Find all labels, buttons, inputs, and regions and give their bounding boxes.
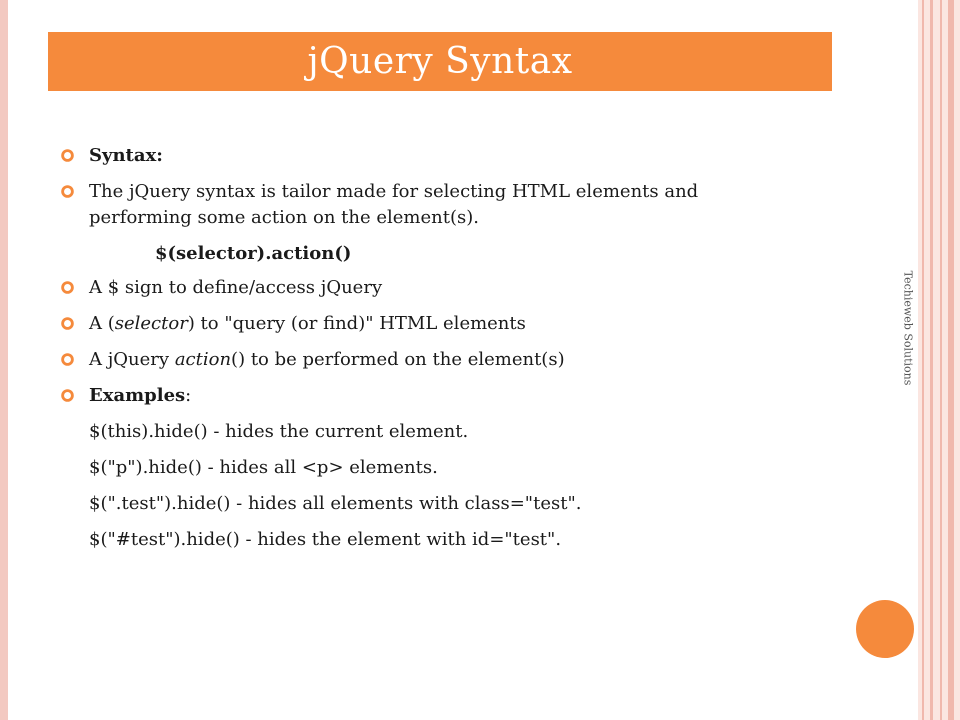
text-run: $(".test").hide() - hides all elements with class="test". xyxy=(89,493,582,514)
text-run: Syntax: xyxy=(89,145,163,166)
text-run: A jQuery xyxy=(89,349,175,370)
slide-title: jQuery Syntax xyxy=(307,41,573,82)
right-decorative-strip xyxy=(918,0,960,720)
text-run: ) to "query (or find)" HTML elements xyxy=(187,313,526,334)
orange-ring-bullet-icon xyxy=(60,388,75,403)
left-frame-border xyxy=(0,0,8,720)
text-run: Examples xyxy=(89,385,186,406)
bullet-item xyxy=(60,383,800,409)
text-run: A ( xyxy=(89,313,115,334)
text-run: $(this).hide() - hides the current element. xyxy=(89,421,469,442)
text-run: A $ sign to define/access jQuery xyxy=(89,277,383,298)
slide-body xyxy=(60,143,800,553)
bullet-item xyxy=(60,143,800,169)
bullet-item xyxy=(60,311,800,337)
text-run: selector xyxy=(114,313,188,334)
title-bar xyxy=(48,32,832,91)
text-run: $("p").hide() - hides all <p> elements. xyxy=(89,457,438,478)
text-run: action xyxy=(174,349,232,370)
text-run: The jQuery syntax is tailor made for selecting HTML elements and performing some action on the element(s). xyxy=(89,181,699,228)
text-line xyxy=(60,241,800,267)
text-line xyxy=(60,419,800,445)
decorative-orange-circle xyxy=(856,600,914,658)
text-line xyxy=(60,527,800,553)
orange-ring-bullet-icon xyxy=(60,148,75,163)
bullet-item xyxy=(60,275,800,301)
orange-ring-bullet-icon xyxy=(60,316,75,331)
orange-ring-bullet-icon xyxy=(60,184,75,199)
side-watermark-text: Techieweb Solutions xyxy=(901,270,915,386)
text-run: () to be performed on the element(s) xyxy=(231,349,565,370)
bullet-item xyxy=(60,179,800,231)
text-line xyxy=(60,491,800,517)
text-run: $("#test").hide() - hides the element with id="test". xyxy=(89,529,562,550)
text-line xyxy=(60,455,800,481)
orange-ring-bullet-icon xyxy=(60,280,75,295)
text-run: $(selector).action() xyxy=(155,243,352,264)
text-run: : xyxy=(185,385,192,406)
orange-ring-bullet-icon xyxy=(60,352,75,367)
bullet-item xyxy=(60,347,800,373)
